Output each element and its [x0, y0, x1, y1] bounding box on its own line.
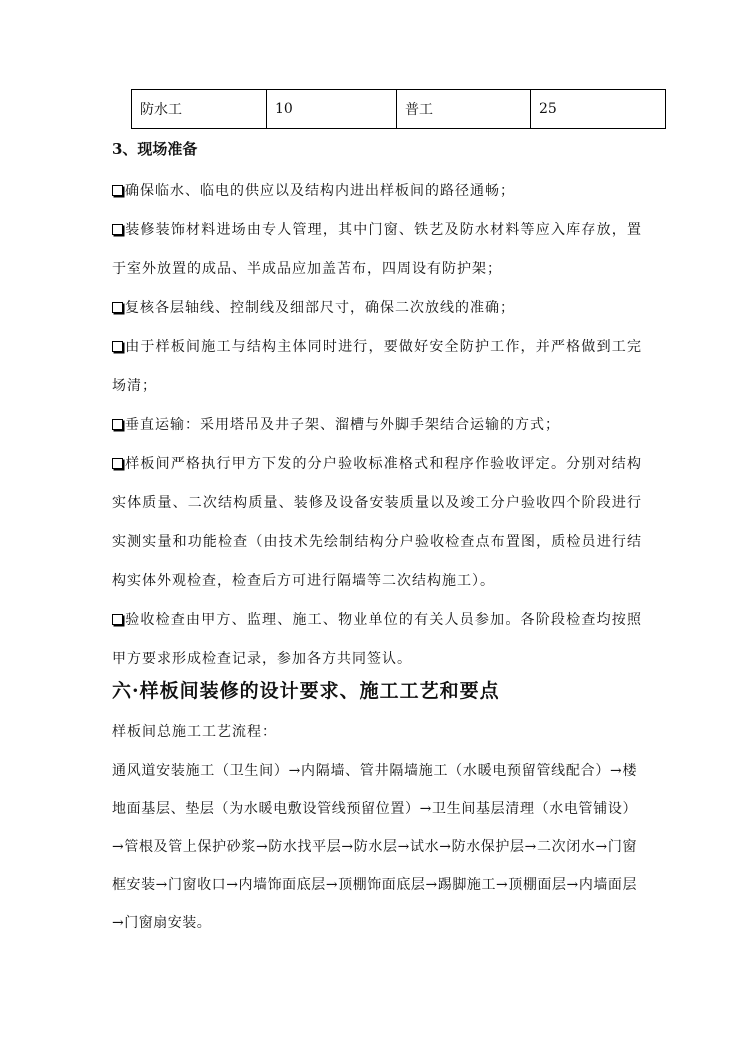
labor-table	[131, 89, 666, 129]
list-item	[112, 289, 642, 328]
bullet-text: 确保临水、临电的供应以及结构内进出样板间的路径通畅；	[125, 183, 515, 199]
table-cell-count-2: 25	[531, 90, 666, 129]
bullet-text: 复核各层轴线、控制线及细部尺寸，确保二次放线的准确；	[125, 300, 515, 316]
bullet-text: 验收检查由甲方、监理、施工、物业单位的有关人员参加。各阶段检查均按照甲方要求形成检查记录，参加各方共同签认。	[112, 612, 642, 667]
checkbox-bullet-icon	[112, 419, 123, 430]
section-3-heading: 3、现场准备	[112, 140, 198, 158]
section-3-bullet-list	[112, 172, 642, 679]
list-item	[112, 445, 642, 601]
list-item	[112, 328, 642, 406]
checkbox-bullet-icon	[112, 185, 123, 196]
table-cell-trade-2: 普工	[397, 90, 531, 129]
process-flow-subheading: 样板间总施工工艺流程：	[112, 724, 277, 740]
list-item	[112, 211, 642, 289]
table-row	[132, 90, 666, 129]
bullet-text: 垂直运输：采用塔吊及井子架、溜槽与外脚手架结合运输的方式；	[125, 417, 560, 433]
list-item	[112, 406, 642, 445]
list-item	[112, 172, 642, 211]
process-flow-text: 通风道安装施工（卫生间）→内隔墙、管井隔墙施工（水暖电预留管线配合）→楼地面基层、垫层（为水暖电敷设管线预留位置）→卫生间基层清理（水电管铺设）→管根及管上保护砂浆→防水找平层→防水层→试水→防水保护层→二次闭水→门窗框安装→门窗收口→内墙饰面底层→顶棚饰面底层→踢脚施工→顶棚面层→内墙面层→门窗扇安装。	[112, 763, 637, 931]
bullet-text: 由于样板间施工与结构主体同时进行，要做好安全防护工作，并严格做到工完场清；	[112, 339, 642, 394]
checkbox-bullet-icon	[112, 341, 123, 352]
checkbox-bullet-icon	[112, 302, 123, 313]
checkbox-bullet-icon	[112, 224, 123, 235]
list-item	[112, 601, 642, 679]
section-6-heading: 六·样板间装修的设计要求、施工工艺和要点	[112, 680, 500, 702]
checkbox-bullet-icon	[112, 614, 123, 625]
checkbox-bullet-icon	[112, 458, 123, 469]
table-cell-count-1: 10	[267, 90, 397, 129]
table-cell-trade-1: 防水工	[132, 90, 267, 129]
bullet-text: 样板间严格执行甲方下发的分户验收标准格式和程序作验收评定。分别对结构实体质量、二次结构质量、装修及设备安装质量以及竣工分户验收四个阶段进行实测实量和功能检查（由技术先绘制结构分户验收检查点布置图，质检员进行结构实体外观检查，检查后方可进行隔墙等二次结构施工）。	[112, 456, 642, 589]
bullet-text: 装修装饰材料进场由专人管理，其中门窗、铁艺及防水材料等应入库存放，置于室外放置的成品、半成品应加盖苫布，四周设有防护架；	[112, 222, 642, 277]
